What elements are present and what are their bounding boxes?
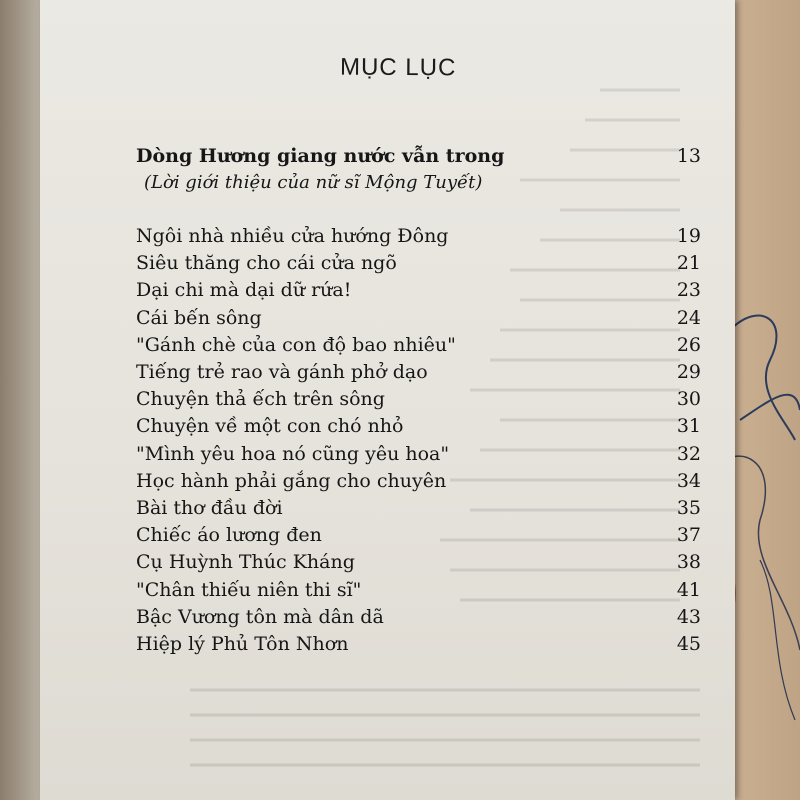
toc-entry-page: 26 — [676, 333, 701, 356]
toc-entry-title: Siêu thăng cho cái cửa ngõ — [136, 252, 397, 275]
toc-entry-title: Tiếng trẻ rao và gánh phở dạo — [136, 361, 428, 383]
toc-entry — [136, 277, 701, 303]
toc-entry — [136, 223, 701, 249]
toc-entry — [136, 522, 701, 548]
toc-entry-title: Chiếc áo lương đen — [136, 524, 322, 547]
toc-entry-title: Dại chi mà dại dữ rứa! — [136, 279, 352, 302]
toc-entry — [136, 305, 701, 331]
toc-entry-title: Chuyện thả ếch trên sông — [136, 388, 385, 411]
toc-entry-page: 37 — [676, 524, 701, 547]
toc-entry — [136, 549, 701, 575]
toc-entry-page: 13 — [676, 145, 701, 167]
toc-entry-page: 21 — [676, 252, 701, 275]
toc-entry-page: 32 — [676, 442, 701, 465]
toc-entry-page: 31 — [676, 415, 701, 438]
toc-entry — [136, 250, 701, 276]
toc-entry-title: Dòng Hương giang nước vẫn trong — [136, 145, 505, 167]
toc-entry — [136, 495, 701, 521]
toc-entry-page: 38 — [676, 551, 701, 574]
toc-entry — [136, 577, 701, 603]
toc-entry — [136, 386, 701, 412]
toc-entry-title: "Gánh chè của con độ bao nhiêu" — [136, 333, 456, 356]
toc-entry — [136, 359, 701, 385]
toc-entry-page: 34 — [676, 469, 701, 492]
toc-entry-note: (Lời giới thiệu của nữ sĩ Mộng Tuyết) — [144, 172, 483, 193]
toc-entry-title: Bậc Vương tôn mà dân dã — [136, 605, 384, 628]
toc-entry-page: 43 — [676, 605, 701, 628]
toc-entry-title: "Mình yêu hoa nó cũng yêu hoa" — [136, 442, 450, 465]
toc-entry-title: Chuyện về một con chó nhỏ — [136, 415, 404, 438]
toc-entry-featured — [136, 143, 701, 169]
toc-entry-page: 19 — [676, 225, 701, 247]
toc-entry-page: 35 — [676, 497, 701, 519]
toc-entry — [136, 413, 701, 439]
toc-entry-title: Ngôi nhà nhiều cửa hướng Đông — [136, 225, 449, 247]
toc-entry-title: Cụ Huỳnh Thúc Kháng — [136, 551, 355, 574]
background-left-edge — [0, 0, 40, 800]
toc-entry-page: 24 — [676, 306, 701, 329]
toc-entry-title: Cái bến sông — [136, 306, 262, 329]
toc-entry-title: Bài thơ đầu đời — [136, 497, 283, 519]
toc-entry-page: 41 — [676, 578, 701, 601]
toc-entry-title: Học hành phải gắng cho chuyên — [136, 469, 447, 492]
toc-entry — [136, 468, 701, 494]
toc-entry-page: 29 — [676, 361, 701, 383]
toc-entry — [136, 631, 701, 657]
toc-entry-title: "Chân thiếu niên thi sĩ" — [136, 578, 362, 601]
toc-entry-page: 45 — [676, 633, 701, 655]
toc-entry-page: 23 — [676, 279, 701, 302]
toc-entry-page: 30 — [676, 388, 701, 411]
toc-entry-title: Hiệp lý Phủ Tôn Nhơn — [136, 633, 349, 655]
toc-entry — [136, 604, 701, 630]
toc-entry — [136, 441, 701, 467]
page-title: MỤC LỤC — [339, 53, 457, 82]
toc-entry — [136, 332, 701, 358]
book-page — [40, 0, 735, 800]
table-of-contents — [136, 0, 701, 800]
